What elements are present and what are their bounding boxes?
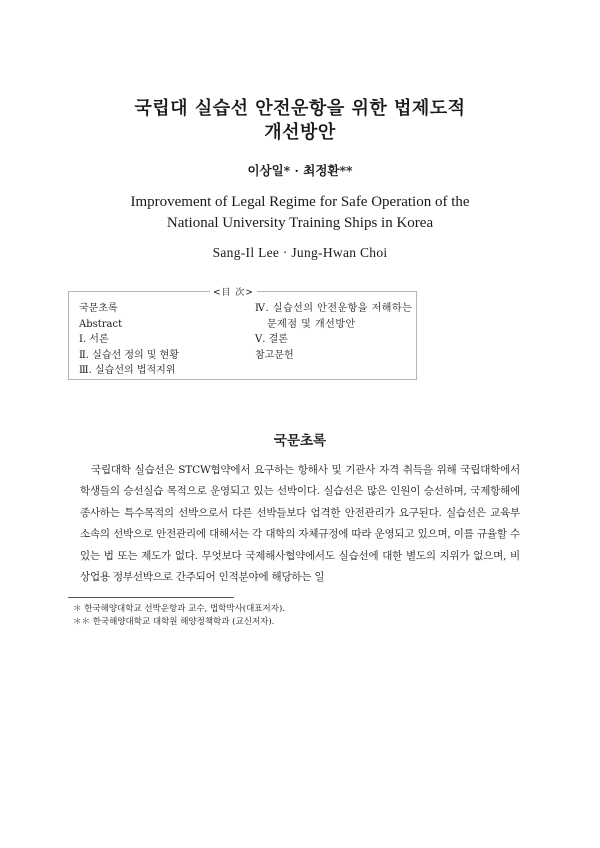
toc-item: Ⅰ. 서론: [79, 334, 109, 345]
toc-item: 참고문헌: [255, 349, 294, 361]
footnote-2: ＊＊ 한국해양대학교 대학원 해양정책학과 (교신저자).: [73, 617, 275, 627]
toc-item: Ⅲ. 실습선의 법적지위: [79, 365, 176, 376]
english-title-line-1: Improvement of Legal Regime for Safe Operation of the: [130, 194, 470, 210]
footnote-1: ＊ 한국해양대학교 선박운항과 교수, 법학박사(대표저자).: [73, 604, 285, 614]
toc-item: 국문초록: [79, 303, 118, 314]
abstract-body: 국립대학 실습선은 STCW협약에서 요구하는 항해사 및 기관사 자격 취득을 위해 국립대학에서 학생들의 승선실습 목적으로 운영되고 있는 선박이다. 실습선은 많은 인원이 승선하며, 국제항해에 종사하는 특수목적의 선박으로서 다른 선박들보다 엄격한 안전관리가 요구된다. 실습선은 교육부 소속의 선박으로 안전관리에 대해서는 각 대학의 자체규정에 따라 운영되고 있으며, 이를 규율할 수 있는 법 또는 제도가 없다. 무엇보다 국제해사협약에서도 실습선에 대한 별도의 지위가 없으며, 비상업용 정부선박으로 간주되어 인적분야에 해당하는 일: [80, 464, 520, 584]
toc-item: Ⅴ. 결론: [255, 334, 288, 345]
korean-title-line-2: 개선방안: [264, 122, 336, 143]
toc-item: Ⅱ. 실습선 정의 및 현황: [79, 349, 179, 361]
toc-right-column: [255, 301, 413, 363]
footnote-divider: [68, 597, 234, 598]
footnotes: [73, 603, 285, 629]
table-of-contents: [68, 291, 417, 380]
english-title-line-2: National University Training Ships in Korea: [166, 215, 434, 231]
english-authors: Sang-Il Lee · Jung-Hwan Choi: [212, 245, 388, 260]
toc-item: Abstract: [79, 318, 123, 330]
toc-left-column: [79, 301, 249, 379]
korean-authors: 이상일* · 최정환**: [247, 163, 353, 178]
toc-item: Ⅳ. 실습선의 안전운항을 저해하는 문제점 및 개선방안: [255, 303, 413, 330]
abstract-heading: 국문초록: [273, 433, 327, 449]
toc-heading: <目 次>: [210, 285, 257, 298]
korean-title-line-1: 국립대 실습선 안전운항을 위한 법제도적: [134, 98, 466, 119]
